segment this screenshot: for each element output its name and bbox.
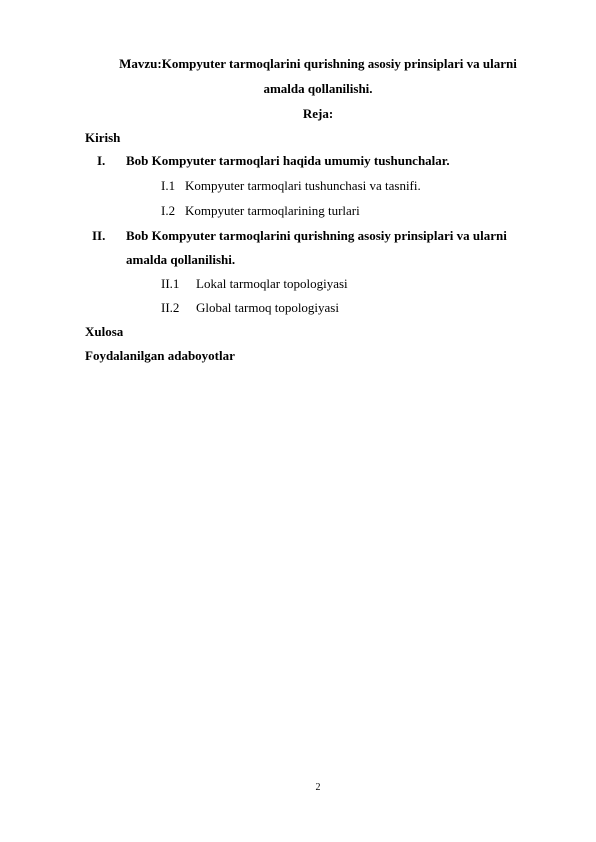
subsection-2-1-title: Lokal tarmoqlar topologiyasi bbox=[196, 276, 348, 291]
subsection-1-2-number: I.2 bbox=[161, 203, 176, 218]
section-2-title-line-2: amalda qollanilishi. bbox=[126, 252, 236, 267]
title-line-2: amalda qollanilishi. bbox=[263, 81, 373, 96]
subsection-1-2-title: Kompyuter tarmoqlarining turlari bbox=[185, 203, 360, 218]
section-1-number: I. bbox=[97, 153, 106, 168]
section-2-number: II. bbox=[92, 228, 106, 243]
title-line-1: Mavzu:Kompyuter tarmoqlarini qurishning asosiy prinsiplari va ularni bbox=[119, 56, 517, 71]
plan-heading: Reja: bbox=[302, 106, 334, 121]
conclusion-heading: Xulosa bbox=[85, 324, 124, 339]
section-2-title-line-1: Bob Kompyuter tarmoqlarini qurishning asosiy prinsiplari va ularni bbox=[126, 228, 507, 243]
references-heading: Foydalanilgan adaboyotlar bbox=[85, 348, 235, 363]
page-number: 2 bbox=[315, 782, 321, 793]
intro-heading: Kirish bbox=[85, 130, 121, 145]
subsection-2-2-title: Global tarmoq topologiyasi bbox=[196, 300, 339, 315]
subsection-2-1-number: II.1 bbox=[161, 276, 180, 291]
subsection-1-1-title: Kompyuter tarmoqlari tushunchasi va tasnifi. bbox=[185, 178, 421, 193]
subsection-1-1-number: I.1 bbox=[161, 178, 176, 193]
section-1-title: Bob Kompyuter tarmoqlari haqida umumiy tushunchalar. bbox=[126, 153, 450, 168]
subsection-2-2-number: II.2 bbox=[161, 300, 180, 315]
